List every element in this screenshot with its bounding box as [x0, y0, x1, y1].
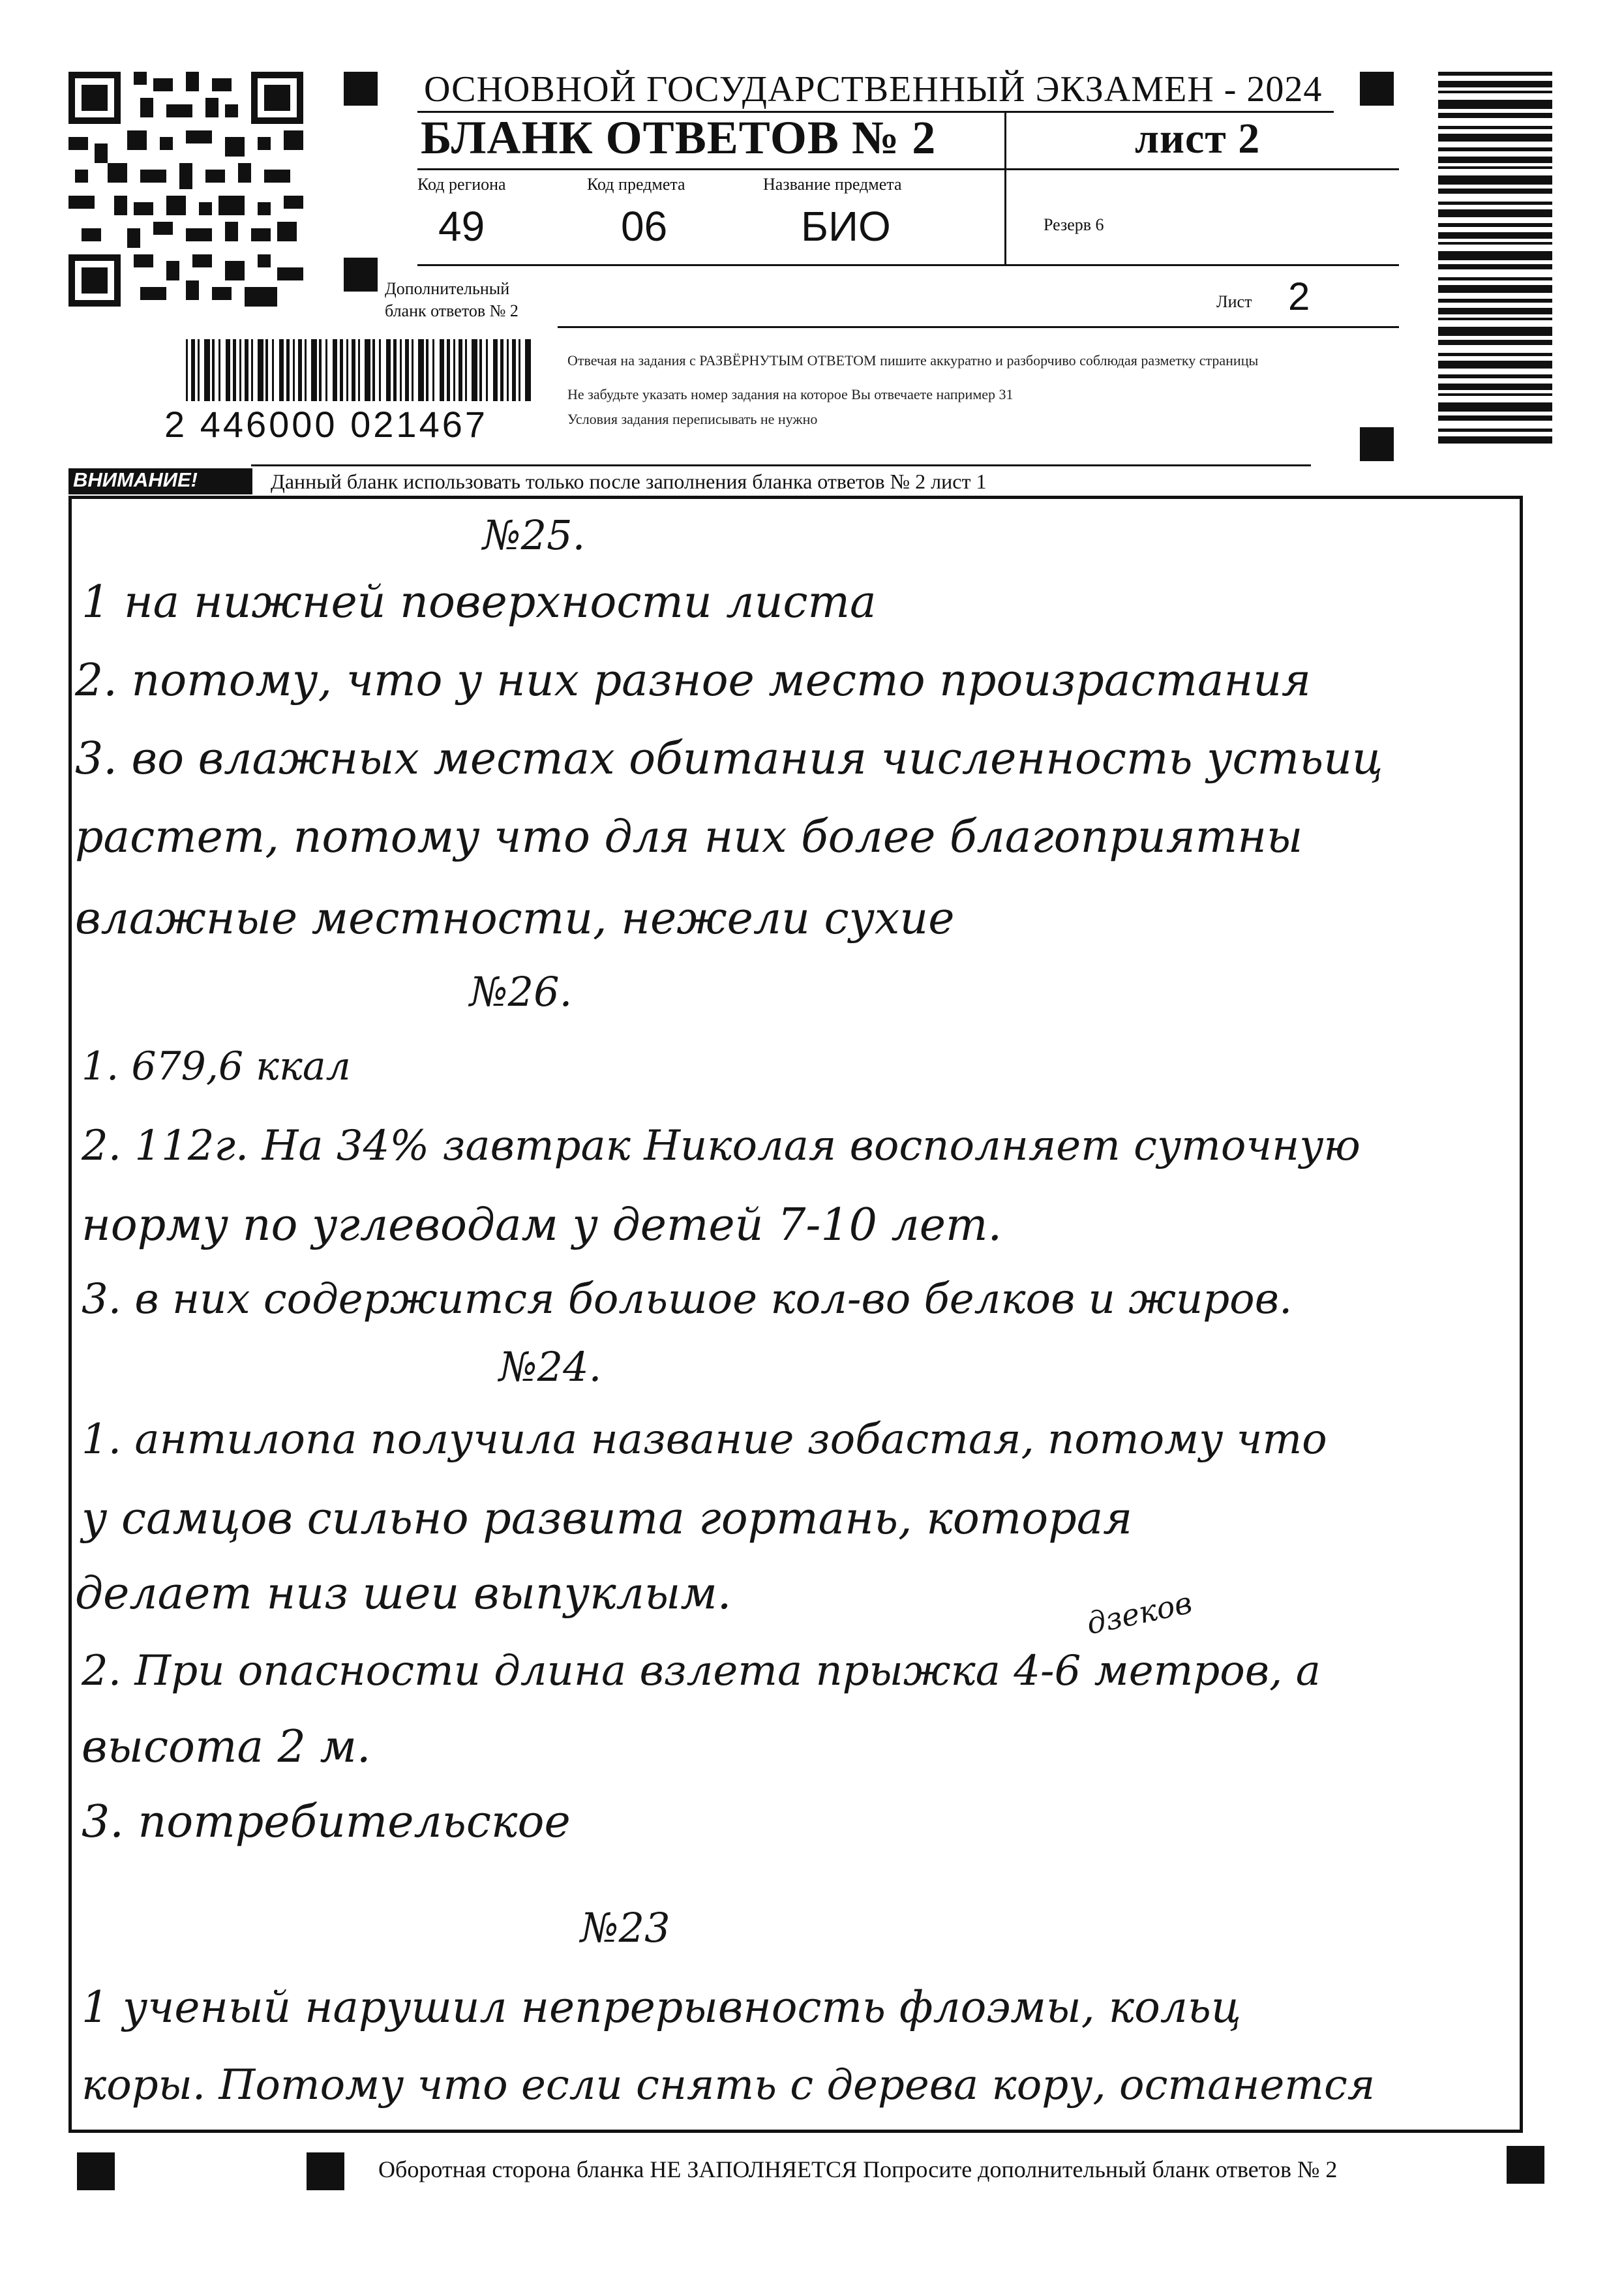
- answer-line: норму по углеводам у детей 7-10 лет.: [82, 1199, 1002, 1251]
- answer-line: 3. в них содержится большое кол-во белков и жиров.: [82, 1275, 1293, 1323]
- answer-line: влажные местности, нежели сухие: [75, 893, 955, 944]
- additional-label: бланк ответов № 2: [385, 301, 519, 320]
- exam-title: ОСНОВНОЙ ГОСУДАРСТВЕННЫЙ ЭКЗАМЕН - 2024: [424, 69, 1323, 110]
- sheet-small-label: Лист: [1216, 292, 1252, 311]
- region-label: Код региона: [417, 175, 506, 194]
- region-value: 49: [438, 203, 485, 250]
- answer-line: 1. антилопа получила название зобастая, потому что: [82, 1415, 1327, 1464]
- warning-text: Данный бланк использовать только после заполнения бланка ответов № 2 лист 1: [271, 470, 987, 493]
- barcode-number: 2 446000 021467: [164, 404, 488, 445]
- divider: [417, 168, 1399, 170]
- answer-line: 1 на нижней поверхности листа: [82, 577, 877, 628]
- divider: [1004, 112, 1006, 265]
- task-number: №24.: [499, 1343, 602, 1391]
- answer-line: высота 2 м.: [82, 1721, 371, 1773]
- registration-mark: [344, 258, 378, 292]
- subject-code-label: Код предмета: [587, 175, 685, 194]
- divider: [558, 326, 1399, 328]
- sheet-number: 2: [1288, 275, 1310, 318]
- instruction-line: Не забудьте указать номер задания на которое Вы отвечаете например 31: [567, 386, 1014, 402]
- answer-line: 3. потребительское: [82, 1796, 571, 1848]
- divider: [417, 264, 1399, 266]
- answer-line: растет, потому что для них более благоприятны: [75, 811, 1303, 863]
- registration-mark: [344, 72, 378, 106]
- answer-line: делает низ шеи выпуклым.: [75, 1568, 732, 1620]
- registration-mark: [1360, 427, 1394, 461]
- side-barcode: [1438, 72, 1552, 444]
- task-number: №23: [580, 1904, 670, 1952]
- additional-label: Дополнительный: [385, 279, 510, 298]
- instruction-line: Условия задания переписывать не нужно: [567, 411, 818, 427]
- answer-line: 1 ученый нарушил непрерывность флоэмы, кольц: [82, 1982, 1241, 2032]
- task-number: №25.: [483, 511, 586, 559]
- answer-note: дзеков: [1083, 1584, 1195, 1642]
- answer-line: 3. во влажных местах обитания численность устьиц: [75, 733, 1383, 785]
- answer-line: 1. 679,6 ккал: [82, 1044, 351, 1089]
- instruction-line: Отвечая на задания с РАЗВЁРНУТЫМ ОТВЕТОМ пишите аккуратно и разборчиво соблюдая разметку страницы: [567, 352, 1259, 369]
- subject-name-value: БИО: [801, 203, 891, 250]
- answer-line: 2. При опасности длина взлета прыжка 4-6 метров, а: [82, 1647, 1321, 1695]
- reserve-label: Резерв 6: [1044, 215, 1104, 234]
- answer-line: 2. 112г. На 34% завтрак Николая восполняет суточную: [82, 1122, 1361, 1170]
- answer-line: 2. потому, что у них разное место произрастания: [75, 655, 1312, 706]
- registration-mark: [1507, 2146, 1544, 2184]
- answer-line: коры. Потому что если снять с дерева кору, останется: [82, 2061, 1376, 2109]
- warning-badge-text: ВНИМАНИЕ!: [73, 468, 198, 491]
- subject-code-value: 06: [621, 203, 668, 250]
- answer-line: у самцов сильно развита гортань, которая: [82, 1493, 1133, 1545]
- sheet-label: лист 2: [1135, 115, 1261, 162]
- registration-mark: [1360, 72, 1394, 106]
- registration-mark: [307, 2152, 344, 2190]
- registration-mark: [77, 2152, 115, 2190]
- footer-text: Оборотная сторона бланка НЕ ЗАПОЛНЯЕТСЯ Попросите дополнительный бланк ответов № 2: [378, 2156, 1338, 2182]
- divider: [251, 464, 1311, 466]
- qr-code: [68, 72, 303, 307]
- task-number: №26.: [470, 968, 573, 1016]
- subject-name-label: Название предмета: [763, 175, 902, 194]
- form-title: БЛАНК ОТВЕТОВ № 2: [421, 112, 937, 164]
